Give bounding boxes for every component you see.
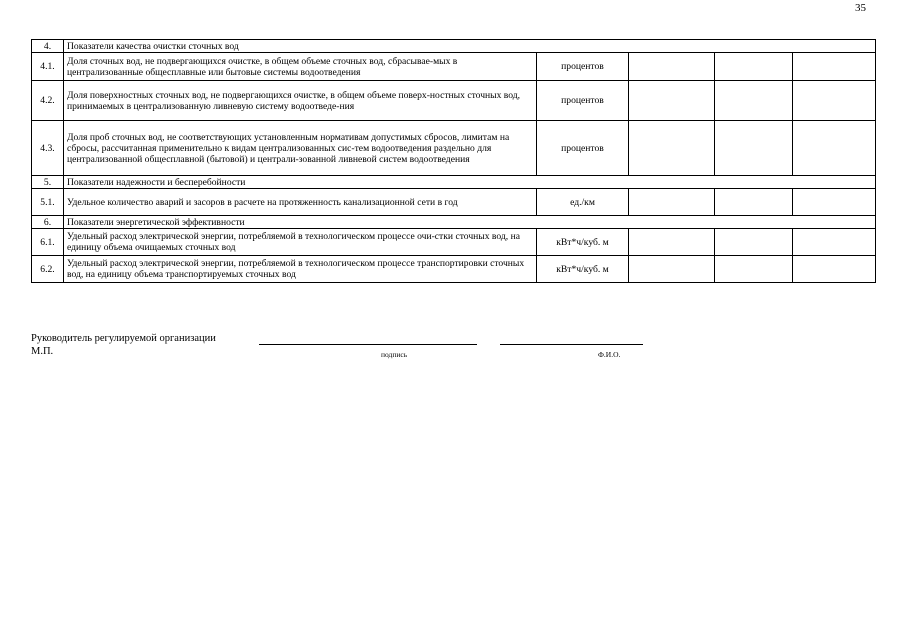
row-unit: процентов [537,81,629,121]
section-title: Показатели качества очистки сточных вод [64,40,876,53]
value-cell[interactable] [629,81,715,121]
table-row [32,81,876,121]
value-cell[interactable] [715,81,793,121]
row-number: 6. [32,216,64,229]
value-cell[interactable] [629,229,715,256]
value-cell[interactable] [715,256,793,283]
value-cell[interactable] [793,53,876,81]
name-line[interactable] [500,344,643,345]
signature-label: Руководитель регулируемой организации [31,333,216,344]
table-row [32,256,876,283]
row-unit: кВт*ч/куб. м [537,256,629,283]
value-cell[interactable] [715,229,793,256]
row-unit: ед./км [537,189,629,216]
value-cell[interactable] [793,81,876,121]
value-cell[interactable] [793,229,876,256]
row-number: 5.1. [32,189,64,216]
signature-block [31,333,671,360]
row-number: 6.1. [32,229,64,256]
value-cell[interactable] [629,53,715,81]
section-title: Показатели надежности и бесперебойности [64,176,876,189]
value-cell[interactable] [629,189,715,216]
table-row [32,189,876,216]
value-cell[interactable] [715,189,793,216]
page-number: 35 [855,2,866,14]
signature-caption: подпись [381,350,408,359]
row-description: Доля проб сточных вод, не соответствующих установленным нормативам допустимых сбросов, лимитам на сбросы, рассчитанная применительно к видам централизованных сис-тем водоотведения раздельно для централизованной общесплавной (бытовой) и централи-зованной ливневой систем водоотведения [64,121,537,176]
table-row [32,121,876,176]
value-cell[interactable] [629,121,715,176]
row-unit: процентов [537,121,629,176]
table-row [32,53,876,81]
row-number: 4. [32,40,64,53]
signature-line[interactable] [259,344,477,345]
table-row-section [32,216,876,229]
row-description: Доля поверхностных сточных вод, не подвергающихся очистке, в общем объеме поверх-ностных сточных вод, принимаемых в централизованную ливневую систему водоотведе-ния [64,81,537,121]
name-caption: Ф.И.О. [598,350,621,359]
value-cell[interactable] [629,256,715,283]
row-number: 4.1. [32,53,64,81]
row-unit: процентов [537,53,629,81]
row-description: Удельный расход электрической энергии, потребляемой в технологическом процессе очи-стки сточных вод, на единицу объема очищаемых сточных вод [64,229,537,256]
table-row-section [32,40,876,53]
row-number: 6.2. [32,256,64,283]
table-row [32,229,876,256]
row-description: Удельный расход электрической энергии, потребляемой в технологическом процессе транспортировки сточных вод, на единицу объема транспортируемых сточных вод [64,256,537,283]
section-title: Показатели энергетической эффективности [64,216,876,229]
row-number: 4.3. [32,121,64,176]
row-number: 4.2. [32,81,64,121]
value-cell[interactable] [715,53,793,81]
indicators-table [31,39,876,283]
value-cell[interactable] [793,256,876,283]
row-description: Доля сточных вод, не подвергающихся очистке, в общем объеме сточных вод, сбрасывае-мых в централизованные общесплавные или бытовые системы водоотведения [64,53,537,81]
value-cell[interactable] [793,121,876,176]
row-unit: кВт*ч/куб. м [537,229,629,256]
table-row-section [32,176,876,189]
row-number: 5. [32,176,64,189]
value-cell[interactable] [793,189,876,216]
row-description: Удельное количество аварий и засоров в расчете на протяженность канализационной сети в год [64,189,537,216]
stamp-label: М.П. [31,346,54,357]
value-cell[interactable] [715,121,793,176]
